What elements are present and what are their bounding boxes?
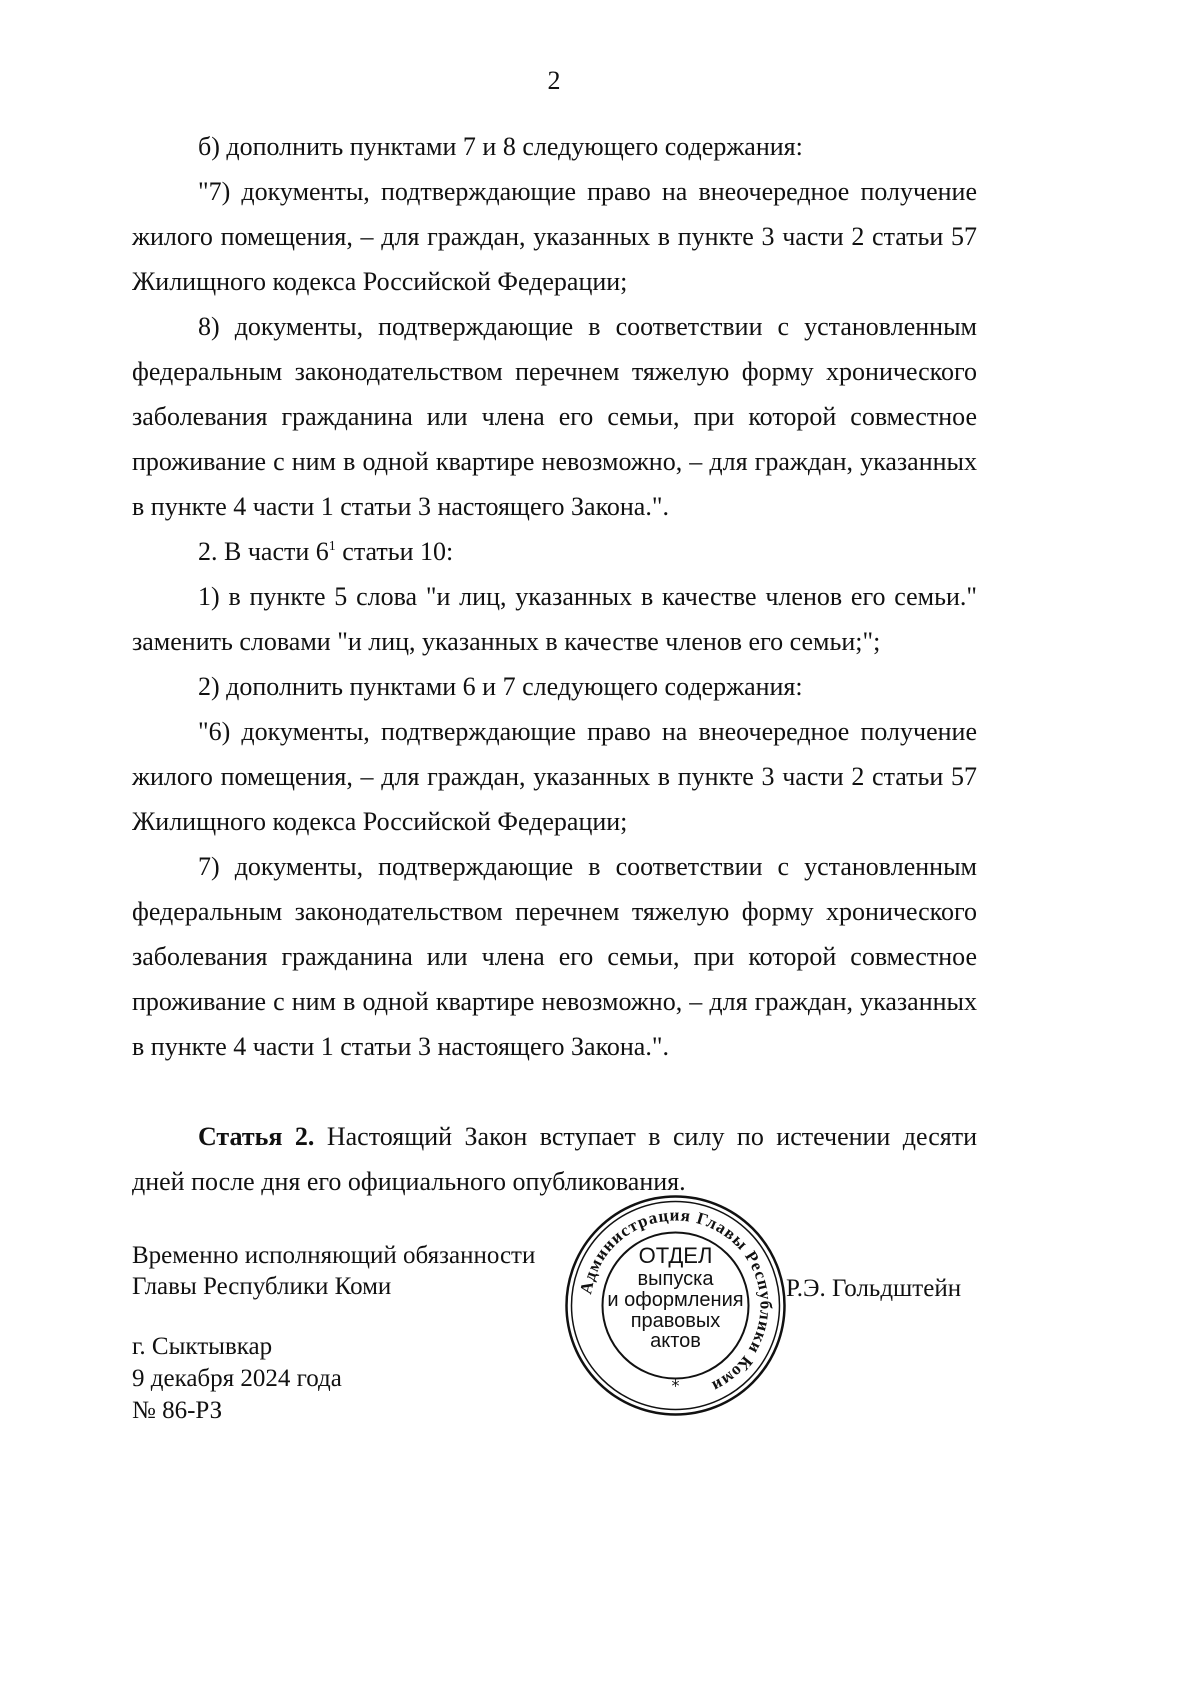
stamp-ring-text: Администрация Главы Республики Коми xyxy=(576,1205,776,1397)
signatory-name: Р.Э. Гольдштейн xyxy=(786,1275,962,1302)
stamp-star-icon: * xyxy=(671,1376,680,1395)
paragraph-b: б) дополнить пунктами 7 и 8 следующего содержания: xyxy=(198,132,803,161)
stamp-line-5: актов xyxy=(650,1330,701,1352)
stamp-line-2: выпуска xyxy=(637,1268,714,1290)
document-body xyxy=(132,124,977,1204)
position-line-1: Временно исполняющий обязанности xyxy=(132,1242,536,1269)
paragraph-item-8: 8) документы, подтверждающие в соответствии с установленным федеральным законодательством перечнем тяжелую форму хронического заболевания гражданина или члена его семьи, при которой совместное проживание с ним в одной квартире невозможно, – для граждан, указанных в пункте 4 части 1 статьи 3 настоящего Закона.". xyxy=(132,312,977,521)
part-heading-before: 2. В части 6 xyxy=(198,537,329,566)
stamp-seal xyxy=(563,1193,788,1418)
part-heading xyxy=(132,529,977,574)
article-2 xyxy=(132,1114,977,1204)
paragraph-item-6: "6) документы, подтверждающие право на внеочередное получение жилого помещения, – для граждан, указанных в пункте 3 части 2 статьи 57 Жилищного кодекса Российской Федерации; xyxy=(132,717,977,836)
document-footer xyxy=(132,1331,342,1427)
page-number: 2 xyxy=(547,66,561,95)
stamp-line-1: ОТДЕЛ xyxy=(638,1243,713,1268)
paragraph-item-7-second: 7) документы, подтверждающие в соответствии с установленным федеральным законодательством перечнем тяжелую форму хронического заболевания гражданина или члена его семьи, при которой совместное проживание с ним в одной квартире невозможно, – для граждан, указанных в пункте 4 части 1 статьи 3 настоящего Закона.". xyxy=(132,852,977,1061)
part-heading-superscript: 1 xyxy=(328,539,336,554)
article-label: Статья 2. xyxy=(198,1122,315,1151)
position-line-2: Главы Республики Коми xyxy=(132,1273,392,1300)
article-text: Настоящий Закон вступает в силу по истечении десяти дней после дня его официального опубликования. xyxy=(132,1122,977,1196)
city: г. Сыктывкар xyxy=(132,1333,273,1360)
stamp-line-3: и оформления xyxy=(607,1289,744,1311)
part-heading-after: статьи 10: xyxy=(335,537,454,566)
law-number: № 86-РЗ xyxy=(132,1397,223,1424)
date: 9 декабря 2024 года xyxy=(132,1365,342,1392)
paragraph-item-7: "7) документы, подтверждающие право на внеочередное получение жилого помещения, – для граждан, указанных в пункте 3 части 2 статьи 57 Жилищного кодекса Российской Федерации; xyxy=(132,177,977,296)
stamp-line-4: правовых xyxy=(630,1310,721,1332)
signatory-position xyxy=(132,1240,535,1302)
official-stamp xyxy=(563,1193,788,1418)
paragraph-2: 2) дополнить пунктами 6 и 7 следующего содержания: xyxy=(198,672,803,701)
paragraph-1: 1) в пункте 5 слова "и лиц, указанных в качестве членов его семьи." заменить словами "и лиц, указанных в качестве членов его семьи;"; xyxy=(132,582,977,656)
